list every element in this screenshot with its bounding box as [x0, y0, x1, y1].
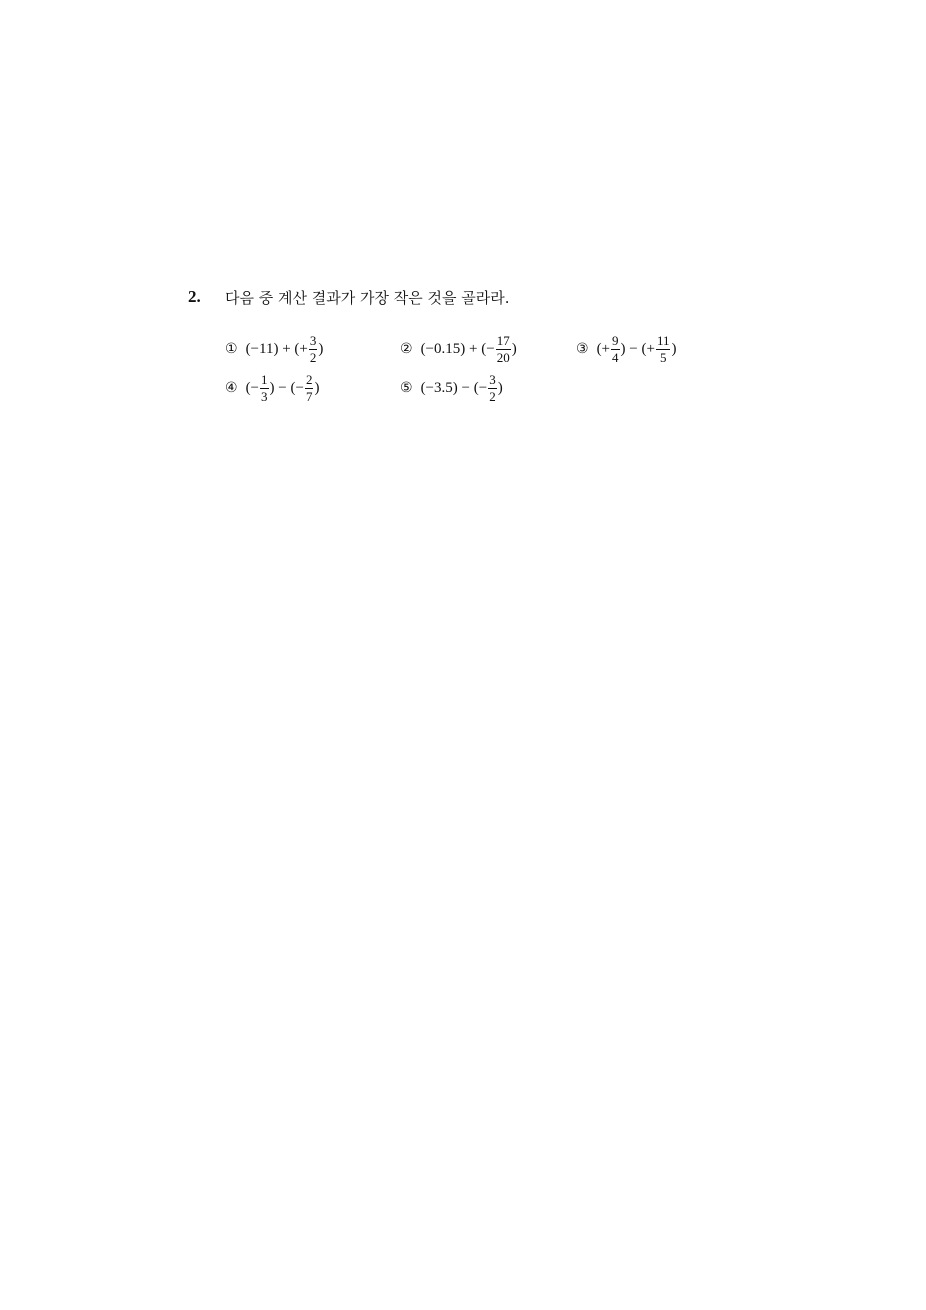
choice-expression: [421, 334, 517, 365]
expr-part: ): [318, 340, 324, 357]
fraction-denominator: 5: [659, 349, 667, 365]
expr-part: (−: [245, 379, 260, 396]
expr-part: ) − (−: [269, 379, 304, 396]
choice-2[interactable]: [400, 333, 517, 365]
fraction: [488, 373, 497, 404]
expr-part: ) − (+: [620, 340, 655, 357]
fraction-denominator: 2: [309, 349, 317, 365]
fraction: [611, 334, 620, 365]
fraction: [305, 373, 314, 404]
choice-marker: ⑤: [400, 380, 413, 396]
fraction-numerator: 11: [656, 332, 670, 348]
choice-1[interactable]: [225, 333, 323, 365]
expr-part: (−11) + (+: [245, 340, 308, 357]
fraction-numerator: 1: [261, 371, 268, 387]
expr-part: ): [314, 379, 320, 396]
choice-expression: [246, 373, 320, 404]
expr-part: ): [511, 340, 517, 357]
fraction: [656, 334, 671, 365]
choice-expression: [421, 373, 503, 404]
choice-marker: ③: [576, 341, 589, 357]
problem-number: 2.: [188, 287, 201, 306]
choice-expression: [597, 334, 677, 365]
fraction: [309, 334, 318, 365]
choice-3[interactable]: [576, 333, 676, 365]
expr-part: (+: [596, 340, 611, 357]
fraction-numerator: 17: [496, 332, 510, 348]
fraction-numerator: 9: [612, 332, 619, 348]
fraction: [496, 334, 511, 365]
problem-question: 다음 중 계산 결과가 가장 작은 것을 골라라.: [225, 289, 510, 307]
choice-marker: ①: [225, 341, 238, 357]
expr-part: ): [497, 379, 503, 396]
fraction: [260, 373, 269, 404]
fraction-numerator: 3: [489, 371, 496, 387]
choice-expression: [246, 334, 324, 365]
choice-marker: ④: [225, 380, 238, 396]
choice-marker: ②: [400, 341, 413, 357]
expr-part: ): [671, 340, 677, 357]
fraction-denominator: 4: [612, 349, 619, 365]
expr-part: (−0.15) + (−: [420, 340, 495, 357]
fraction-denominator: 3: [261, 388, 268, 404]
choice-4[interactable]: [225, 372, 319, 404]
fraction-numerator: 2: [305, 371, 313, 387]
choice-5[interactable]: [400, 372, 503, 404]
fraction-numerator: 3: [309, 332, 317, 348]
fraction-denominator: 20: [496, 349, 510, 365]
fraction-denominator: 7: [305, 388, 313, 404]
expr-part: (−3.5) − (−: [420, 379, 488, 396]
fraction-denominator: 2: [489, 388, 496, 404]
